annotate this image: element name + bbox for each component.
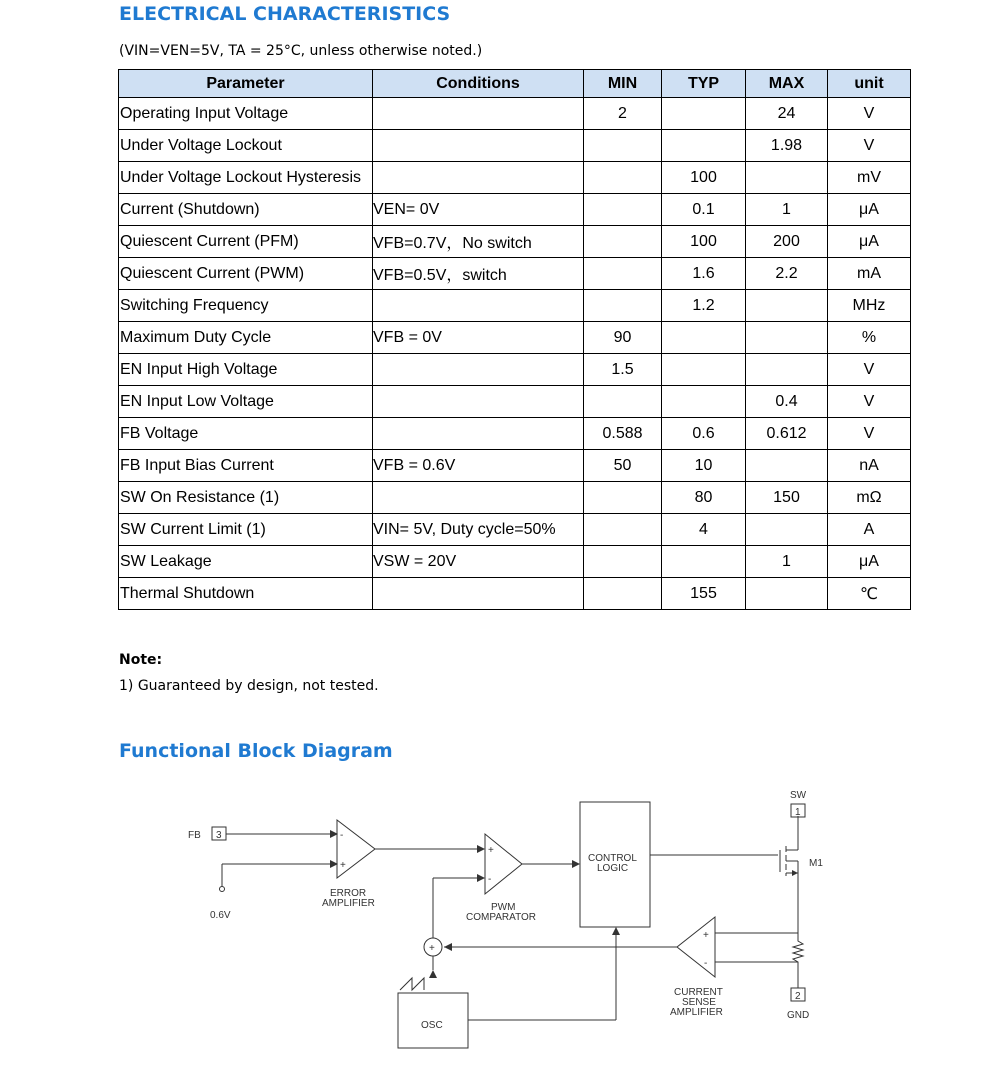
- cell-typ: 100: [662, 162, 746, 194]
- table-row: [119, 418, 911, 450]
- cell-param: Quiescent Current (PWM): [119, 258, 373, 290]
- sawtooth-icon: [400, 978, 424, 990]
- table-row: [119, 386, 911, 418]
- header-conditions: Conditions: [373, 70, 584, 98]
- cell-param: Operating Input Voltage: [119, 98, 373, 130]
- table-row: [119, 130, 911, 162]
- cell-typ: 100: [662, 226, 746, 258]
- cell-unit: V: [828, 98, 911, 130]
- cell-param: Quiescent Current (PFM): [119, 226, 373, 258]
- table-row: [119, 98, 911, 130]
- fb-pin-number: 3: [216, 830, 222, 841]
- cell-max: 1: [746, 194, 828, 226]
- cell-min: [584, 162, 662, 194]
- cell-param: Under Voltage Lockout Hysteresis: [119, 162, 373, 194]
- cs-amp-minus: -: [704, 958, 708, 969]
- control-label-2: LOGIC: [597, 863, 629, 874]
- cell-max: 0.4: [746, 386, 828, 418]
- table-row: [119, 354, 911, 386]
- table-row: [119, 322, 911, 354]
- pwm-minus: -: [488, 874, 492, 885]
- cell-param: Maximum Duty Cycle: [119, 322, 373, 354]
- cell-cond: [373, 418, 584, 450]
- table-row: [119, 226, 911, 258]
- cs-label-1: CURRENT: [674, 987, 723, 998]
- table-row: [119, 482, 911, 514]
- cell-unit: V: [828, 354, 911, 386]
- header-unit: unit: [828, 70, 911, 98]
- cs-label-2: SENSE: [682, 997, 716, 1008]
- electrical-characteristics-title: ELECTRICAL CHARACTERISTICS: [119, 3, 451, 25]
- cell-typ: [662, 130, 746, 162]
- cell-cond: [373, 162, 584, 194]
- header-parameter: Parameter: [119, 70, 373, 98]
- cell-param: Thermal Shutdown: [119, 578, 373, 610]
- cell-typ: 0.6: [662, 418, 746, 450]
- cell-min: 90: [584, 322, 662, 354]
- cell-cond: [373, 290, 584, 322]
- cell-unit: μA: [828, 194, 911, 226]
- cell-cond: VFB = 0.6V: [373, 450, 584, 482]
- cell-typ: 4: [662, 514, 746, 546]
- cell-unit: V: [828, 130, 911, 162]
- error-amp-minus: -: [340, 830, 344, 841]
- cell-unit: %: [828, 322, 911, 354]
- cell-param: FB Voltage: [119, 418, 373, 450]
- pwm-plus: +: [488, 845, 494, 856]
- cell-max: 1.98: [746, 130, 828, 162]
- table-header-row: [119, 70, 911, 98]
- cell-cond: [373, 578, 584, 610]
- cell-unit: V: [828, 418, 911, 450]
- cell-max: [746, 514, 828, 546]
- cell-unit: mΩ: [828, 482, 911, 514]
- control-label-1: CONTROL: [588, 853, 637, 864]
- cell-typ: 80: [662, 482, 746, 514]
- cell-max: 1: [746, 546, 828, 578]
- cell-min: [584, 578, 662, 610]
- cell-min: [584, 482, 662, 514]
- cell-min: 1.5: [584, 354, 662, 386]
- cell-unit: ℃: [828, 578, 911, 610]
- cell-min: [584, 514, 662, 546]
- functional-block-diagram-title: Functional Block Diagram: [119, 740, 393, 762]
- cell-unit: mA: [828, 258, 911, 290]
- cell-param: Current (Shutdown): [119, 194, 373, 226]
- cell-cond: VIN= 5V, Duty cycle=50%: [373, 514, 584, 546]
- cell-cond: [373, 482, 584, 514]
- m1-label: M1: [809, 858, 823, 869]
- cell-max: 24: [746, 98, 828, 130]
- vref-label: 0.6V: [210, 910, 231, 921]
- cell-min: [584, 290, 662, 322]
- cell-cond: [373, 98, 584, 130]
- cell-max: 2.2: [746, 258, 828, 290]
- functional-block-diagram: [0, 780, 991, 1071]
- cell-param: EN Input Low Voltage: [119, 386, 373, 418]
- cell-cond: [373, 386, 584, 418]
- osc-label: OSC: [421, 1020, 443, 1031]
- current-sense-amplifier: [677, 917, 715, 977]
- cell-param: Under Voltage Lockout: [119, 130, 373, 162]
- note-text: 1) Guaranteed by design, not tested.: [119, 678, 379, 694]
- cell-max: 0.612: [746, 418, 828, 450]
- table-row: [119, 194, 911, 226]
- cell-max: 150: [746, 482, 828, 514]
- cell-typ: [662, 354, 746, 386]
- gnd-label: GND: [787, 1010, 810, 1021]
- cell-unit: mV: [828, 162, 911, 194]
- cell-typ: [662, 322, 746, 354]
- cell-typ: [662, 386, 746, 418]
- cell-min: [584, 546, 662, 578]
- gnd-pin-number: 2: [795, 991, 801, 1002]
- cell-typ: 0.1: [662, 194, 746, 226]
- sw-pin-number: 1: [795, 807, 801, 818]
- cell-unit: A: [828, 514, 911, 546]
- cell-max: [746, 322, 828, 354]
- fb-label: FB: [188, 830, 201, 841]
- pwm-comparator: [485, 834, 522, 894]
- cell-unit: μA: [828, 226, 911, 258]
- cell-unit: nA: [828, 450, 911, 482]
- cell-min: [584, 226, 662, 258]
- cell-unit: μA: [828, 546, 911, 578]
- cell-min: [584, 258, 662, 290]
- vref-terminal: [220, 887, 225, 892]
- cell-typ: 1.6: [662, 258, 746, 290]
- cell-max: [746, 354, 828, 386]
- cell-max: [746, 162, 828, 194]
- table-row: [119, 546, 911, 578]
- cell-cond: VFB = 0V: [373, 322, 584, 354]
- cell-param: SW On Resistance (1): [119, 482, 373, 514]
- cell-max: [746, 450, 828, 482]
- summing-plus: +: [429, 943, 435, 954]
- cs-amp-plus: +: [703, 930, 709, 941]
- table-row: [119, 450, 911, 482]
- header-typ: TYP: [662, 70, 746, 98]
- cell-param: SW Current Limit (1): [119, 514, 373, 546]
- cell-max: [746, 578, 828, 610]
- table-row: [119, 578, 911, 610]
- cell-cond: VFB=0.7V，No switch: [373, 226, 584, 258]
- cell-typ: [662, 98, 746, 130]
- cs-label-3: AMPLIFIER: [670, 1007, 723, 1018]
- cell-typ: [662, 546, 746, 578]
- cell-param: EN Input High Voltage: [119, 354, 373, 386]
- table-row: [119, 258, 911, 290]
- error-amp-plus: +: [340, 860, 346, 871]
- cell-min: [584, 194, 662, 226]
- cell-typ: 10: [662, 450, 746, 482]
- cell-min: [584, 130, 662, 162]
- table-row: [119, 514, 911, 546]
- note-title: Note:: [119, 652, 163, 668]
- cell-cond: [373, 354, 584, 386]
- cell-unit: MHz: [828, 290, 911, 322]
- cell-cond: [373, 130, 584, 162]
- cell-min: 50: [584, 450, 662, 482]
- table-row: [119, 290, 911, 322]
- cell-unit: V: [828, 386, 911, 418]
- cell-min: 2: [584, 98, 662, 130]
- error-amp-label-2: AMPLIFIER: [322, 898, 375, 909]
- sw-label: SW: [790, 790, 807, 801]
- cell-max: 200: [746, 226, 828, 258]
- cell-min: [584, 386, 662, 418]
- header-max: MAX: [746, 70, 828, 98]
- cell-param: FB Input Bias Current: [119, 450, 373, 482]
- cell-param: Switching Frequency: [119, 290, 373, 322]
- cell-param: SW Leakage: [119, 546, 373, 578]
- error-amp-label-1: ERROR: [330, 888, 367, 899]
- pwm-label-1: PWM: [491, 902, 516, 913]
- header-min: MIN: [584, 70, 662, 98]
- electrical-characteristics-table: [118, 69, 911, 610]
- cell-cond: VFB=0.5V，switch: [373, 258, 584, 290]
- cell-typ: 1.2: [662, 290, 746, 322]
- cell-cond: VSW = 20V: [373, 546, 584, 578]
- cell-min: 0.588: [584, 418, 662, 450]
- cell-max: [746, 290, 828, 322]
- test-conditions-note: (VIN=VEN=5V, TA = 25°C, unless otherwise noted.): [119, 43, 483, 59]
- table-row: [119, 162, 911, 194]
- cell-cond: VEN= 0V: [373, 194, 584, 226]
- pwm-label-2: COMPARATOR: [466, 912, 537, 923]
- cell-typ: 155: [662, 578, 746, 610]
